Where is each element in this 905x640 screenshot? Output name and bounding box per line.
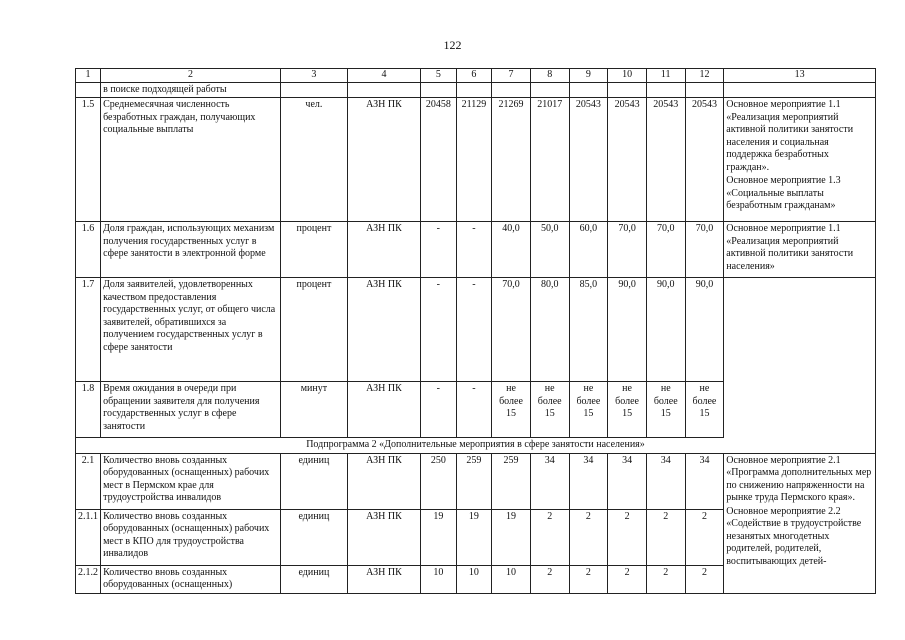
row-id: 1.5 xyxy=(76,98,101,222)
header-cell: 12 xyxy=(685,69,724,83)
header-cell: 11 xyxy=(646,69,685,83)
value-cell: не более 15 xyxy=(646,382,685,438)
value-cell: 2 xyxy=(608,565,647,593)
table-row xyxy=(76,98,876,222)
note-paragraph: Основное мероприятие 2.1 «Программа дополнительных мер по снижению напряженности на рынке труда Пермского края». xyxy=(726,454,872,503)
source-cell: АЗН ПК xyxy=(347,509,420,565)
value-cell: не более 15 xyxy=(492,382,531,438)
unit-cell: минут xyxy=(280,382,347,438)
value-cell: 60,0 xyxy=(569,222,608,278)
value-cell: 19 xyxy=(492,509,531,565)
note-cell xyxy=(724,98,876,222)
header-cell: 13 xyxy=(724,69,876,83)
value-cell: 70,0 xyxy=(608,222,647,278)
header-cell: 6 xyxy=(456,69,492,83)
source-cell: АЗН ПК xyxy=(347,222,420,278)
value-cell: 90,0 xyxy=(646,278,685,382)
value-cell: не более 15 xyxy=(530,382,569,438)
value-cell: - xyxy=(456,278,492,382)
row-id: 1.7 xyxy=(76,278,101,382)
source-cell: АЗН ПК xyxy=(347,278,420,382)
indicators-table xyxy=(75,68,876,594)
value-cell: 2 xyxy=(530,565,569,593)
note-paragraph: Основное мероприятие 1.3 «Социальные выплаты безработным гражданам» xyxy=(726,175,841,211)
table-row xyxy=(76,278,876,382)
header-cell: 8 xyxy=(530,69,569,83)
indicator-name: Доля заявителей, удовлетворенных качеством предоставления государственных услуг, от общего числа заявителей, обратившихся за получением государственных услуг в сфере занятости xyxy=(101,278,281,382)
header-cell: 1 xyxy=(76,69,101,83)
value-cell: 20543 xyxy=(608,98,647,222)
table-row xyxy=(76,222,876,278)
indicator-name: Доля граждан, использующих механизм получения государственных услуг в сфере занятости в электронной форме xyxy=(101,222,281,278)
value-cell: 21269 xyxy=(492,98,531,222)
value-cell: 70,0 xyxy=(646,222,685,278)
value-cell: 90,0 xyxy=(608,278,647,382)
note-cell xyxy=(724,453,876,593)
value-cell: не более 15 xyxy=(569,382,608,438)
note-paragraph: Основное мероприятие 2.2 «Содействие в трудоустройстве незанятых многодетных родителей, родителей, воспитывающих детей- xyxy=(726,505,862,567)
value-cell: 20543 xyxy=(569,98,608,222)
page-number: 122 xyxy=(443,38,462,52)
continuation-row xyxy=(76,82,876,98)
row-id: 2.1 xyxy=(76,453,101,509)
value-cell: 34 xyxy=(569,453,608,509)
value-cell: 80,0 xyxy=(530,278,569,382)
value-cell: 2 xyxy=(685,509,724,565)
indicator-name: Среднемесячная численность безработных граждан, получающих социальные выплаты xyxy=(101,98,281,222)
indicator-name: Количество вновь созданных оборудованных (оснащенных) рабочих мест в КПО для трудоустройства инвалидов xyxy=(101,509,281,565)
value-cell: 10 xyxy=(421,565,457,593)
value-cell: 20543 xyxy=(685,98,724,222)
value-cell: 10 xyxy=(456,565,492,593)
source-cell: АЗН ПК xyxy=(347,382,420,438)
source-cell: АЗН ПК xyxy=(347,565,420,593)
note-cell xyxy=(724,278,876,438)
unit-cell: единиц xyxy=(280,453,347,509)
value-cell: - xyxy=(421,222,457,278)
value-cell: 70,0 xyxy=(685,222,724,278)
table-row xyxy=(76,453,876,509)
value-cell: 70,0 xyxy=(492,278,531,382)
value-cell: 2 xyxy=(530,509,569,565)
header-cell: 3 xyxy=(280,69,347,83)
value-cell: 2 xyxy=(685,565,724,593)
indicator-name: Время ожидания в очереди при обращении заявителя для получения государственных услуг в сфере занятости xyxy=(101,382,281,438)
value-cell: 19 xyxy=(421,509,457,565)
value-cell: 90,0 xyxy=(685,278,724,382)
value-cell: 40,0 xyxy=(492,222,531,278)
row-id: 1.8 xyxy=(76,382,101,438)
unit-cell: единиц xyxy=(280,565,347,593)
row-id: 1.6 xyxy=(76,222,101,278)
value-cell: 50,0 xyxy=(530,222,569,278)
unit-cell: процент xyxy=(280,222,347,278)
value-cell: 259 xyxy=(492,453,531,509)
value-cell: 34 xyxy=(530,453,569,509)
note-paragraph: Основное мероприятие 1.1 «Реализация мероприятий активной политики занятости населения и социальная поддержка безработных граждан». xyxy=(726,99,854,173)
value-cell: 34 xyxy=(608,453,647,509)
header-row xyxy=(76,69,876,83)
value-cell: - xyxy=(456,222,492,278)
value-cell: - xyxy=(456,382,492,438)
value-cell: 21017 xyxy=(530,98,569,222)
value-cell: 20458 xyxy=(421,98,457,222)
value-cell: 21129 xyxy=(456,98,492,222)
unit-cell: чел. xyxy=(280,98,347,222)
unit-cell: единиц xyxy=(280,509,347,565)
header-cell: 9 xyxy=(569,69,608,83)
header-cell: 5 xyxy=(421,69,457,83)
value-cell: 34 xyxy=(685,453,724,509)
value-cell: 20543 xyxy=(646,98,685,222)
value-cell: 2 xyxy=(569,509,608,565)
value-cell: 10 xyxy=(492,565,531,593)
value-cell: 85,0 xyxy=(569,278,608,382)
value-cell: 19 xyxy=(456,509,492,565)
indicator-name: Количество вновь созданных оборудованных (оснащенных) xyxy=(101,565,281,593)
source-cell: АЗН ПК xyxy=(347,98,420,222)
value-cell: 34 xyxy=(646,453,685,509)
value-cell: 250 xyxy=(421,453,457,509)
row-id: 2.1.2 xyxy=(76,565,101,593)
value-cell: 2 xyxy=(608,509,647,565)
value-cell: - xyxy=(421,278,457,382)
value-cell: 259 xyxy=(456,453,492,509)
subprogram-title: Подпрограмма 2 «Дополнительные мероприятия в сфере занятости населения» xyxy=(76,438,876,454)
header-cell: 10 xyxy=(608,69,647,83)
source-cell: АЗН ПК xyxy=(347,453,420,509)
continuation-text: в поиске подходящей работы xyxy=(101,82,281,98)
value-cell: 2 xyxy=(569,565,608,593)
header-cell: 7 xyxy=(492,69,531,83)
header-cell: 2 xyxy=(101,69,281,83)
header-cell: 4 xyxy=(347,69,420,83)
indicator-name: Количество вновь созданных оборудованных (оснащенных) рабочих мест в Пермском крае для трудоустройства инвалидов xyxy=(101,453,281,509)
value-cell: 2 xyxy=(646,565,685,593)
subprogram-row xyxy=(76,438,876,454)
note-paragraph: Основное мероприятие 1.1 «Реализация мероприятий активной политики занятости населения» xyxy=(726,223,854,272)
value-cell: 2 xyxy=(646,509,685,565)
row-id: 2.1.1 xyxy=(76,509,101,565)
value-cell: не более 15 xyxy=(608,382,647,438)
value-cell: не более 15 xyxy=(685,382,724,438)
value-cell: - xyxy=(421,382,457,438)
unit-cell: процент xyxy=(280,278,347,382)
note-cell xyxy=(724,222,876,278)
